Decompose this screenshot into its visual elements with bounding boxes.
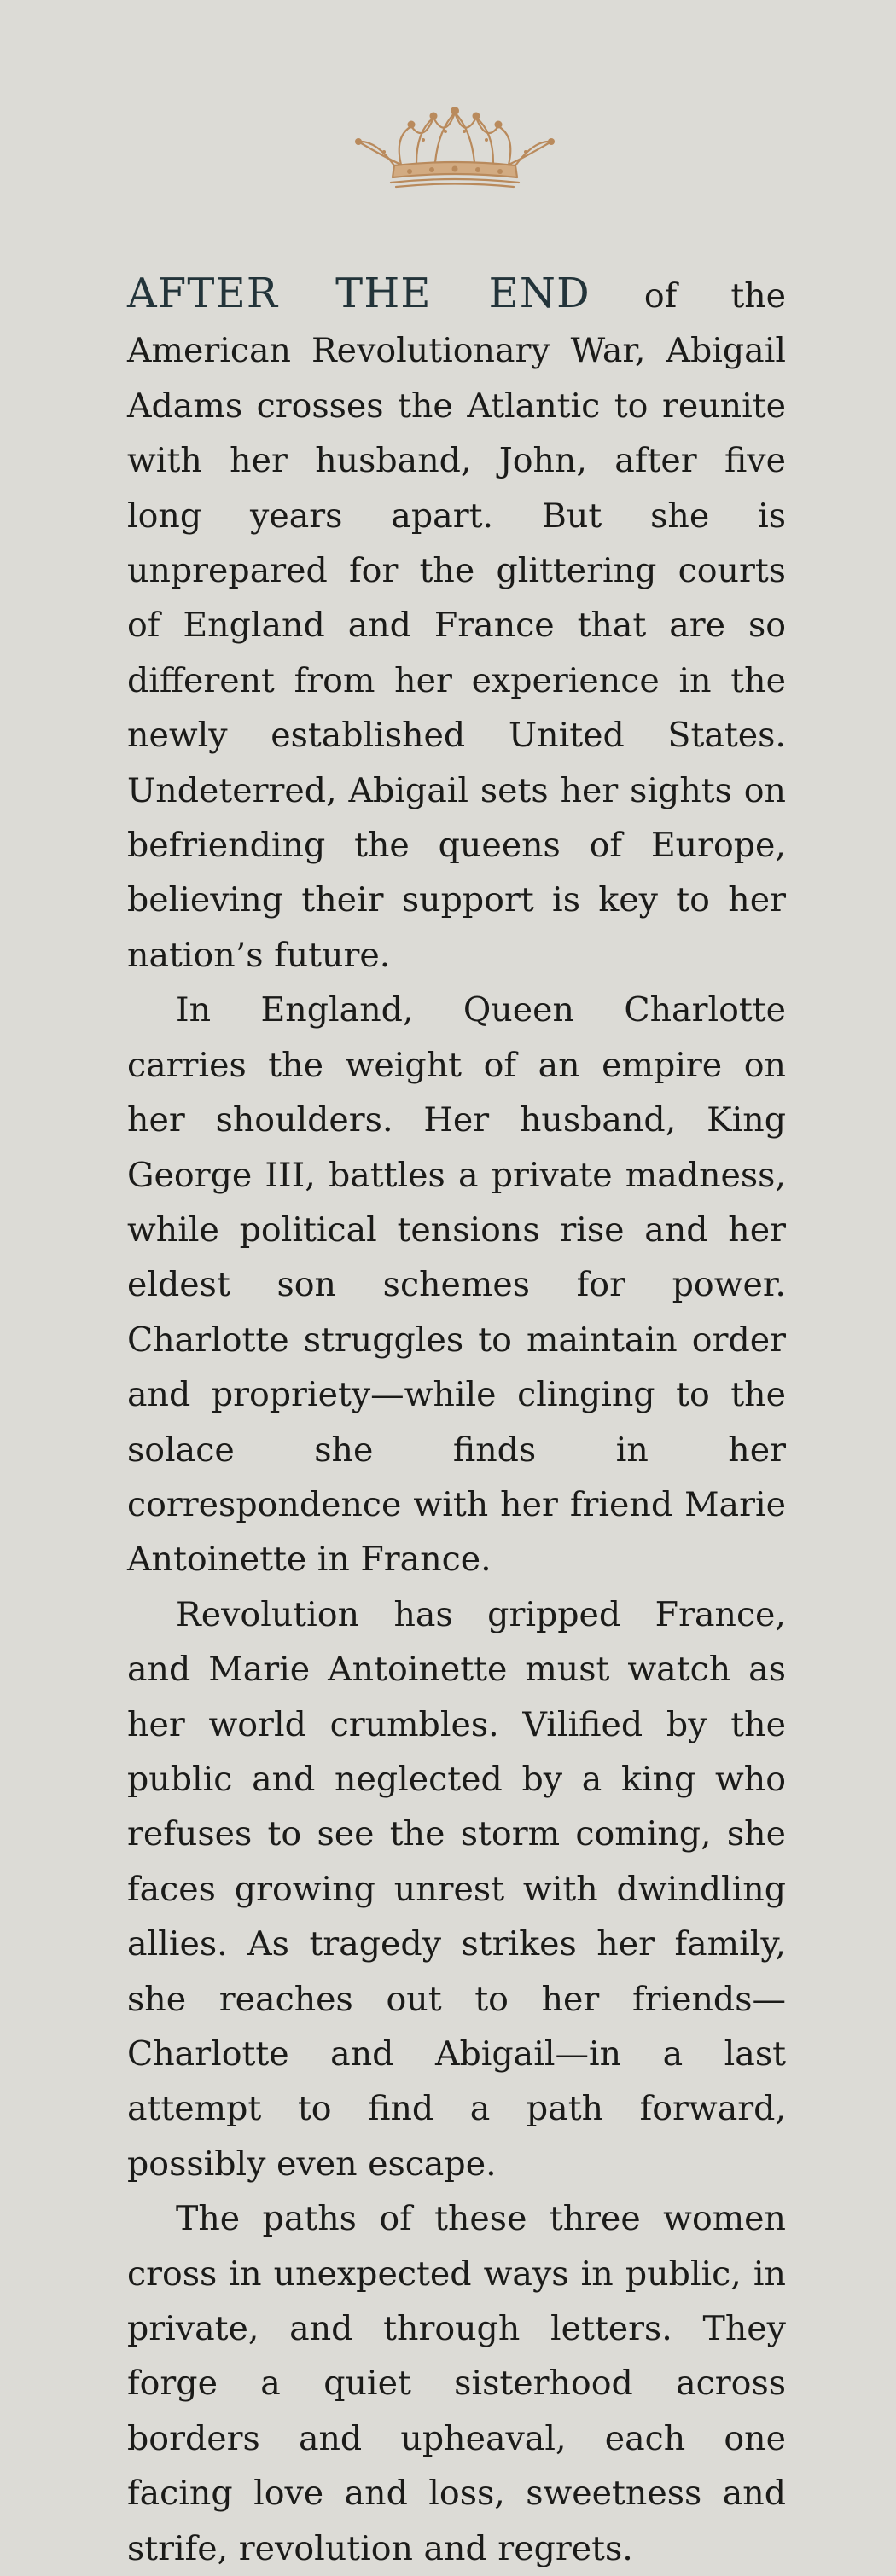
paragraph-3: Revolution has gripped France, and Marie Antoinette must watch as her world crumbles. Vilified by the public and neglected by a king who refuses to see the storm coming, she faces growing unrest with dwindling allies. As tragedy strikes her family, she reaches out to her friends—Charlotte and Abigail—in a last attempt to find a path forward, possibly even escape. [127, 1594, 786, 2184]
paragraph-1-text: of the American Revolutionary War, Abigail Adams crosses the Atlantic to reunite with her husband, John, after five long years apart. But she is unprepared for the glittering courts of England and France that are so different from her experience in the newly established United States. Undeterred, Abigail sets her sights on befriending the queens of Europe, believing their support is key to her nation’s future. [127, 276, 787, 975]
crown-icon [350, 106, 560, 191]
book-description [127, 266, 786, 2576]
paragraph-2: In England, Queen Charlotte carries the weight of an empire on her shoulders. Her husband, King George III, battles a private madness, while political tensions rise and her eldest son schemes for power. Charlotte struggles to maintain order and propriety—while clinging to the solace she finds in her correspondence with her friend Marie Antoinette in France. [127, 990, 786, 1580]
paragraph-4: The paths of these three women cross in unexpected ways in public, in private, and through letters. They forge a quiet sisterhood across borders and upheaval, each one facing love and loss, sweetness and strife, revolution and regrets. [127, 2199, 786, 2568]
lead-in-caps: AFTER THE END [127, 270, 591, 317]
paragraph-1 [127, 266, 786, 983]
